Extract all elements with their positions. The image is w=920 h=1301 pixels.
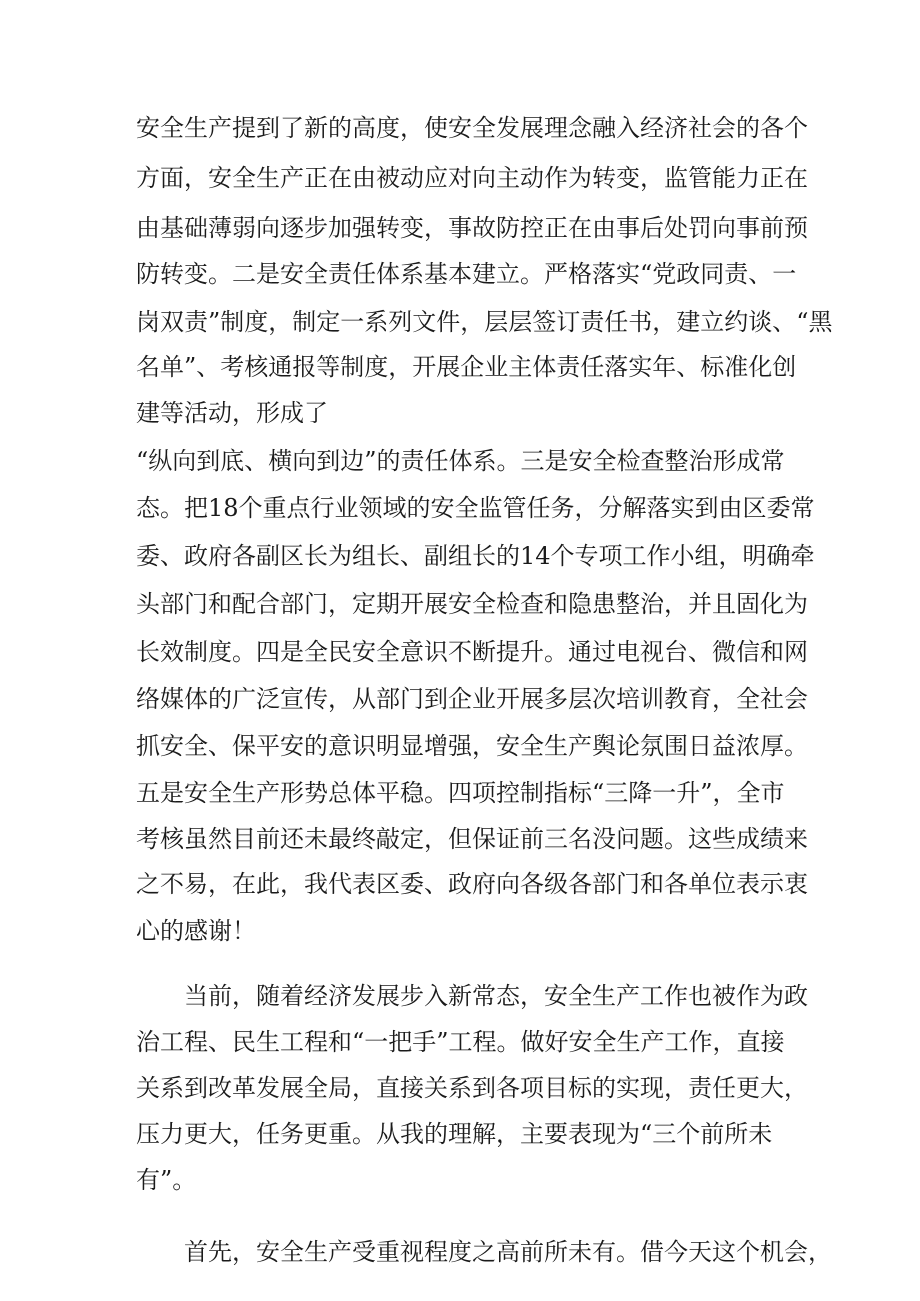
text-line: 心的感谢！ xyxy=(136,917,256,945)
text-line: 治工程、民生工程和“一把手”工程。做好安全生产工作，直接 xyxy=(136,1028,785,1056)
text-line: 当前，随着经济发展步入新常态，安全生产工作也被作为政 xyxy=(184,982,808,1010)
text-line: 名单”、考核通报等制度，开展企业主体责任落实年、标准化创 xyxy=(136,353,797,381)
text-line: “纵向到底、横向到边”的责任体系。三是安全检查整治形成常 xyxy=(136,447,785,475)
text-line: 五是安全生产形势总体平稳。四项控制指标“三降一升”，全市 xyxy=(136,779,785,807)
text-line: 考核虽然目前还未最终敲定，但保证前三名没问题。这些成绩来 xyxy=(136,825,808,853)
text-line: 由基础薄弱向逐步加强转变，事故防控正在由事后处罚向事前预 xyxy=(136,214,808,242)
text-line: 建等活动，形成了 xyxy=(136,399,328,427)
text-line: 长效制度。四是全民安全意识不断提升。通过电视台、微信和网 xyxy=(136,638,808,666)
text-line: 防转变。二是安全责任体系基本建立。严格落实“党政同责、一 xyxy=(136,260,797,288)
text-line: 岗双责”制度，制定一系列文件，层层签订责任书，建立约谈、“黑 xyxy=(136,308,833,336)
text-line: 有”。 xyxy=(136,1166,197,1194)
text-line: 安全生产提到了新的高度，使安全发展理念融入经济社会的各个 xyxy=(136,114,808,142)
text-line: 委、政府各副区长为组长、副组长的14个专项工作小组，明确牵 xyxy=(136,542,815,570)
text-line: 方面，安全生产正在由被动应对向主动作为转变，监管能力正在 xyxy=(136,164,808,192)
text-line: 首先，安全生产受重视程度之高前所未有。借今天这个机会， xyxy=(184,1238,832,1266)
text-line: 关系到改革发展全局，直接关系到各项目标的实现，责任更大， xyxy=(136,1074,808,1102)
text-line: 抓安全、保平安的意识明显增强，安全生产舆论氛围日益浓厚。 xyxy=(136,732,808,760)
text-line: 压力更大，任务更重。从我的理解，主要表现为“三个前所未 xyxy=(136,1120,773,1148)
text-line: 之不易，在此，我代表区委、政府向各级各部门和各单位表示衷 xyxy=(136,870,808,898)
text-line: 头部门和配合部门，定期开展安全检查和隐患整治，并且固化为 xyxy=(136,590,808,618)
text-line: 络媒体的广泛宣传，从部门到企业开展多层次培训教育，全社会 xyxy=(136,685,808,713)
text-line: 态。把18个重点行业领域的安全监管任务，分解落实到由区委常 xyxy=(136,494,815,522)
